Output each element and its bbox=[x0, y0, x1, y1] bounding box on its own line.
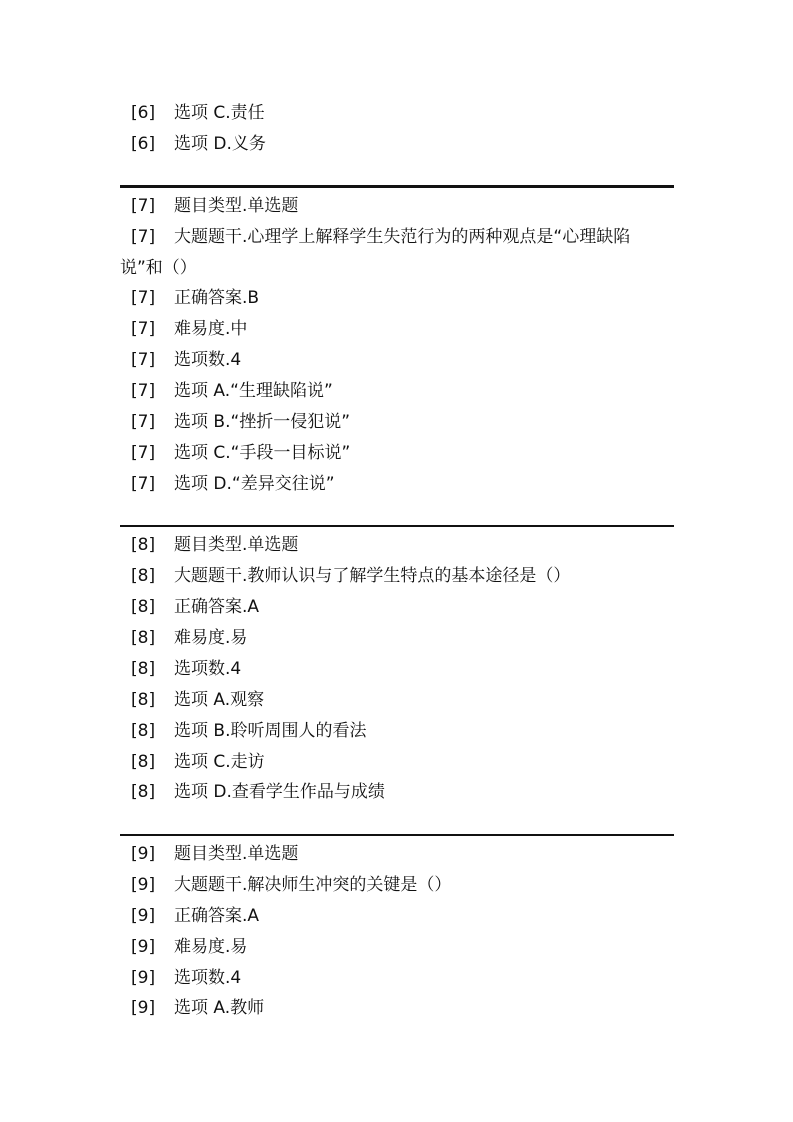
line-text: 选项 A.观察 bbox=[174, 690, 265, 710]
q7-option-c bbox=[131, 443, 350, 463]
question-number: [9] bbox=[131, 875, 156, 895]
line-text: 难易度.易 bbox=[174, 628, 248, 648]
question-number: [9] bbox=[131, 998, 156, 1018]
line-text: 题目类型.单选题 bbox=[174, 844, 299, 864]
line-text: 选项数.4 bbox=[174, 350, 242, 370]
question-number: [7] bbox=[131, 196, 156, 216]
line-text: 题目类型.单选题 bbox=[174, 196, 299, 216]
question-number: [9] bbox=[131, 968, 156, 988]
question-number: [7] bbox=[131, 443, 156, 463]
line-text: 选项 C.走访 bbox=[174, 752, 265, 772]
q7-type bbox=[131, 196, 298, 216]
q6-option-d bbox=[131, 134, 266, 154]
line-text: 选项 C.“手段一目标说” bbox=[174, 443, 351, 463]
q9-option-a bbox=[131, 998, 264, 1018]
question-number: [8] bbox=[131, 566, 156, 586]
line-text: 题目类型.单选题 bbox=[174, 535, 299, 555]
question-number: [8] bbox=[131, 659, 156, 679]
question-number: [7] bbox=[131, 288, 156, 308]
q7-option-d bbox=[131, 474, 335, 494]
line-text: 选项 A.“生理缺陷说” bbox=[174, 381, 333, 401]
line-text: 选项 D.查看学生作品与成绩 bbox=[174, 782, 385, 802]
q7-stem-continuation bbox=[120, 258, 197, 278]
q7-option-b bbox=[131, 412, 350, 432]
question-number: [7] bbox=[131, 412, 156, 432]
q7-difficulty bbox=[131, 319, 247, 339]
q7-option-count bbox=[131, 350, 241, 370]
question-number: [9] bbox=[131, 906, 156, 926]
line-text: 大题题干.教师认识与了解学生特点的基本途径是（） bbox=[174, 566, 571, 586]
question-number: [8] bbox=[131, 597, 156, 617]
question-divider bbox=[120, 185, 674, 188]
question-number: [6] bbox=[131, 103, 156, 123]
line-text: 说”和（） bbox=[120, 258, 197, 278]
line-text: 正确答案.A bbox=[174, 597, 260, 617]
line-text: 选项数.4 bbox=[174, 659, 242, 679]
line-text: 正确答案.A bbox=[174, 906, 260, 926]
q6-option-c bbox=[131, 103, 265, 123]
q8-option-d bbox=[131, 782, 385, 802]
question-number: [8] bbox=[131, 721, 156, 741]
q9-stem bbox=[131, 875, 451, 895]
q9-type bbox=[131, 844, 298, 864]
question-number: [9] bbox=[131, 937, 156, 957]
q8-answer bbox=[131, 597, 259, 617]
line-text: 难易度.中 bbox=[174, 319, 248, 339]
question-number: [8] bbox=[131, 782, 156, 802]
question-divider bbox=[120, 834, 674, 836]
line-text: 选项数.4 bbox=[174, 968, 242, 988]
q8-difficulty bbox=[131, 628, 247, 648]
line-text: 大题题干.解决师生冲突的关键是（） bbox=[174, 875, 452, 895]
line-text: 选项 A.教师 bbox=[174, 998, 265, 1018]
question-number: [8] bbox=[131, 535, 156, 555]
question-number: [7] bbox=[131, 227, 156, 247]
q8-type bbox=[131, 535, 298, 555]
question-number: [7] bbox=[131, 381, 156, 401]
question-number: [8] bbox=[131, 628, 156, 648]
question-number: [8] bbox=[131, 690, 156, 710]
question-number: [7] bbox=[131, 319, 156, 339]
line-text: 大题题干.心理学上解释学生失范行为的两种观点是“心理缺陷 bbox=[174, 227, 631, 247]
line-text: 选项 D.“差异交往说” bbox=[174, 474, 335, 494]
line-text: 选项 D.义务 bbox=[174, 134, 266, 154]
question-number: [9] bbox=[131, 844, 156, 864]
q8-option-b bbox=[131, 721, 366, 741]
question-number: [7] bbox=[131, 350, 156, 370]
q8-option-a bbox=[131, 690, 264, 710]
question-number: [7] bbox=[131, 474, 156, 494]
line-text: 难易度.易 bbox=[174, 937, 248, 957]
q7-stem bbox=[131, 227, 630, 247]
q9-answer bbox=[131, 906, 259, 926]
line-text: 选项 B.聆听周围人的看法 bbox=[174, 721, 367, 741]
q9-option-count bbox=[131, 968, 241, 988]
question-number: [8] bbox=[131, 752, 156, 772]
q7-answer bbox=[131, 288, 259, 308]
question-number: [6] bbox=[131, 134, 156, 154]
line-text: 正确答案.B bbox=[174, 288, 260, 308]
line-text: 选项 C.责任 bbox=[174, 103, 265, 123]
q7-option-a bbox=[131, 381, 333, 401]
q8-option-c bbox=[131, 752, 265, 772]
q8-option-count bbox=[131, 659, 241, 679]
question-divider bbox=[120, 525, 674, 527]
line-text: 选项 B.“挫折一侵犯说” bbox=[174, 412, 351, 432]
q8-stem bbox=[131, 566, 570, 586]
q9-difficulty bbox=[131, 937, 247, 957]
